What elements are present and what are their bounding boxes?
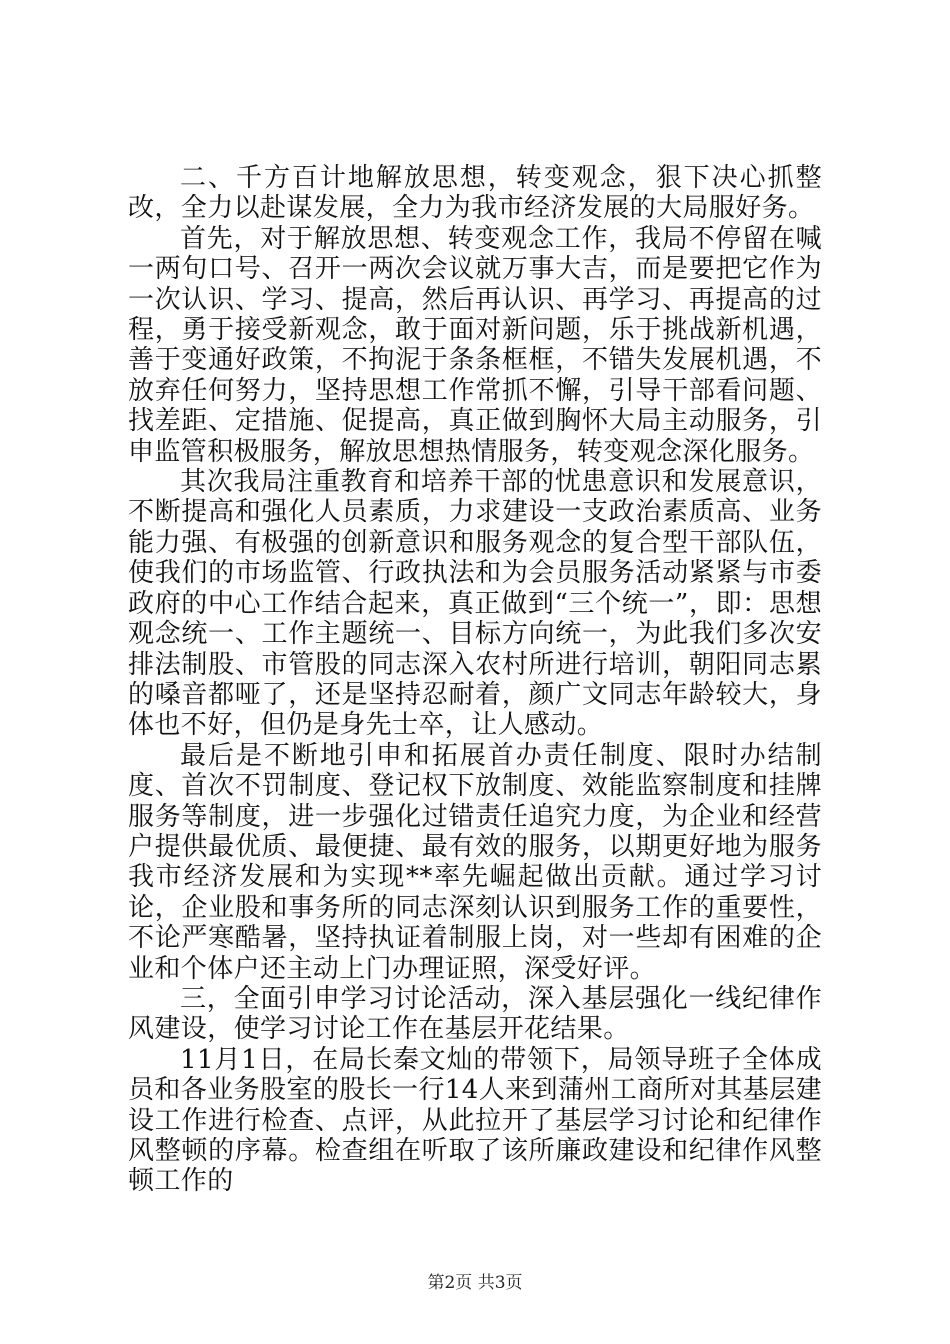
paragraph-2: 首先，对于解放思想、转变观念工作，我局不停留在喊一两句口号、召开一两次会议就万事大吉，而是要把它作为一次认识、学习、提高，然后再认识、再学习、再提高的过程，勇于接受新观念，敢于面对新问题，乐于挑战新机遇，善于变通好政策，不拘泥于条条框框，不错失发展机遇，不放弃任何努力，坚持思想工作常抓不懈，引导干部看问题、找差距、定措施、促提高，真正做到胸怀大局主动服务，引申监管积极服务，解放思想热情服务，转变观念深化服务。 (128, 223, 822, 467)
paragraph-6: 11月1日，在局长秦文灿的带领下，局领导班子全体成员和各业务股室的股长一行14人来到蒲州工商所对其基层建设工作进行检查、点评，从此拉开了基层学习讨论和纪律作风整顿的序幕。检查组在听取了该所廉政建设和纪律作风整顿工作的 (128, 1044, 822, 1197)
document-body (128, 163, 822, 1197)
paragraph-1: 二、千方百计地解放思想，转变观念，狠下决心抓整改，全力以赴谋发展，全力为我市经济发展的大局服好务。 (128, 163, 822, 224)
paragraph-4: 最后是不断地引申和拓展首办责任制度、限时办结制度、首次不罚制度、登记权下放制度、效能监察制度和挂牌服务等制度，进一步强化过错责任追究力度，为企业和经营户提供最优质、最便捷、最有效的服务，以期更好地为服务我市经济发展和为实现**率先崛起做出贡献。通过学习讨论，企业股和事务所的同志深刻认识到服务工作的重要性，不论严寒酷暑，坚持执证着制服上岗，对一些却有困难的企业和个体户还主动上门办理证照，深受好评。 (128, 740, 822, 984)
paragraph-3: 其次我局注重教育和培养干部的忧患意识和发展意识，不断提高和强化人员素质，力求建设一支政治素质高、业务能力强、有极强的创新意识和服务观念的复合型干部队伍，使我们的市场监管、行政执法和为会员服务活动紧紧与市委政府的中心工作结合起来，真正做到“三个统一”，即：思想观念统一、工作主题统一、目标方向统一，为此我们多次安排法制股、市管股的同志深入农村所进行培训，朝阳同志累的嗓音都哑了，还是坚持忍耐着，颜广文同志年龄较大，身体也不好，但仍是身先士卒，让人感动。 (128, 467, 822, 741)
paragraph-5: 三，全面引申学习讨论活动，深入基层强化一线纪律作风建设，使学习讨论工作在基层开花结果。 (128, 983, 822, 1045)
page-footer: 第2页 共3页 (427, 1273, 523, 1293)
